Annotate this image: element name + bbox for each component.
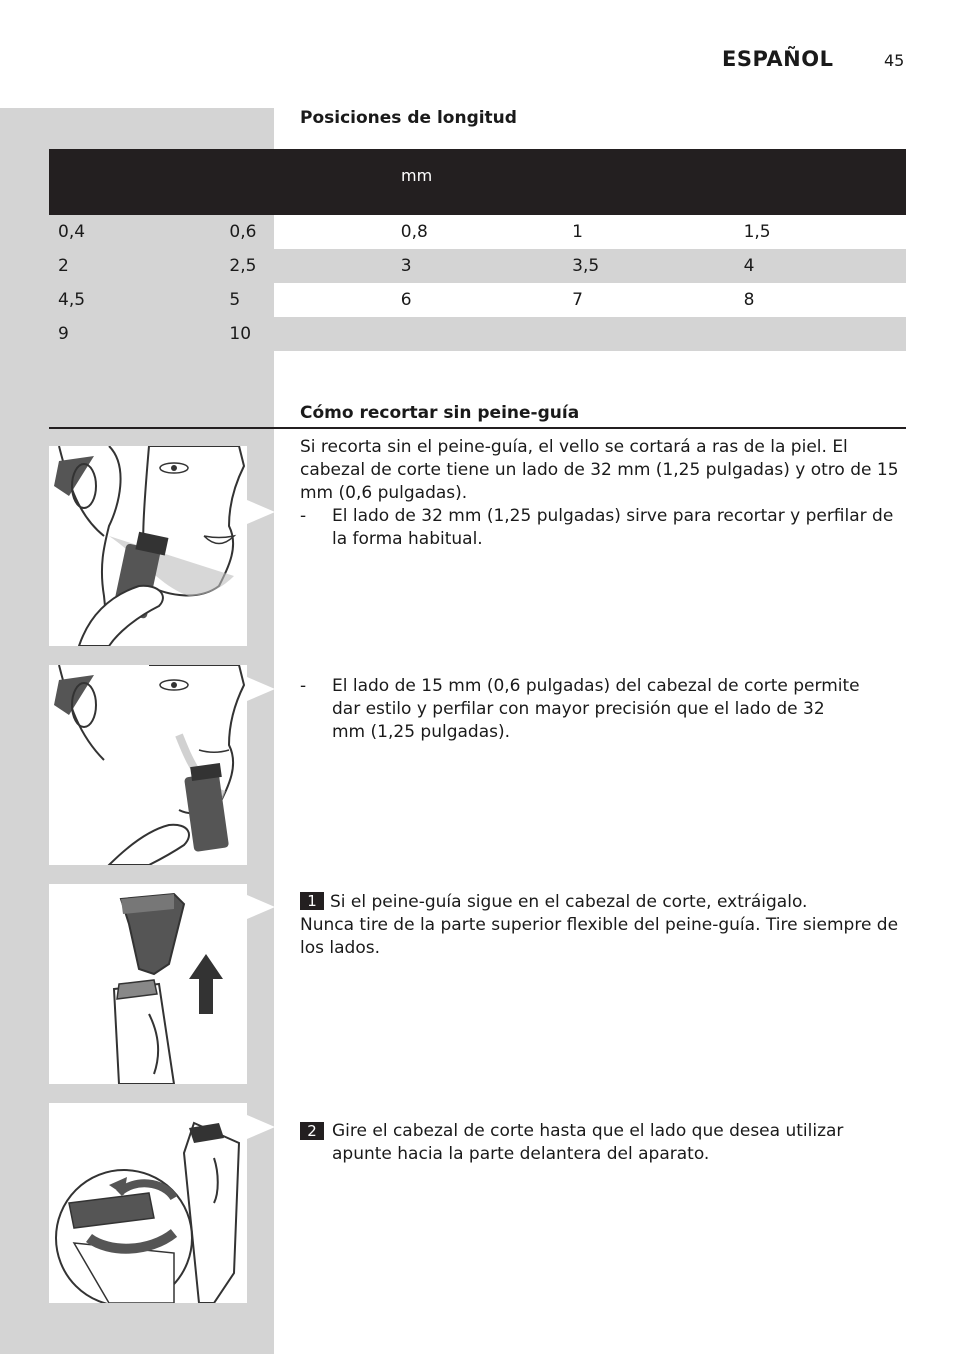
table-cell: 1,5 [743, 222, 771, 242]
table-cell: 0,8 [400, 222, 428, 242]
illustration-pointer [247, 500, 275, 524]
step-number-badge: 2 [300, 1122, 324, 1140]
table-row [49, 317, 906, 351]
section-title-trim-without-comb: Cómo recortar sin peine-guía [300, 403, 580, 423]
illustration-pointer [247, 1115, 275, 1139]
table-row [49, 249, 906, 283]
step-1 [300, 891, 900, 960]
illustration-pointer [247, 677, 275, 701]
bullet-narrow-side [300, 675, 860, 744]
illustration-rotate-head [49, 1103, 247, 1303]
table-cell: 2,5 [229, 256, 257, 276]
bullet-text: El lado de 32 mm (1,25 pulgadas) sirve para recortar y perfilar de la forma habitual. [332, 506, 894, 549]
step-text: Gire el cabezal de corte hasta que el lado que desea utilizar apunte hacia la parte delantera del aparato. [332, 1121, 844, 1164]
illustration-trim-wide-side [49, 446, 247, 646]
table-cell: 3 [400, 256, 412, 276]
table-cell: 9 [58, 324, 69, 344]
illustration-trim-narrow-side [49, 665, 247, 865]
table-unit-label: mm [401, 166, 433, 185]
illustration-remove-comb [49, 884, 247, 1084]
intro-paragraph: Si recorta sin el peine-guía, el vello se cortará a ras de la piel. El cabezal de corte tiene un lado de 32 mm (1,25 pulgadas) y otro de 15 mm (0,6 pulgadas). [300, 437, 899, 503]
bullet-text: El lado de 15 mm (0,6 pulgadas) del cabezal de corte permite dar estilo y perfilar con mayor precisión que el lado de 32 mm (1,25 pulgadas). [332, 676, 860, 742]
table-cell: 0,6 [229, 222, 257, 242]
table-cell: 5 [229, 290, 241, 310]
table-cell: 3,5 [572, 256, 600, 276]
table-cell: 4 [743, 256, 755, 276]
step-note: Nunca tire de la parte superior flexible del peine-guía. Tire siempre de los lados. [300, 915, 899, 958]
length-settings-table [49, 149, 906, 351]
table-row [49, 283, 906, 317]
step-number-badge: 1 [300, 892, 324, 910]
step-2 [300, 1120, 900, 1166]
table-row [49, 215, 906, 249]
table-cell: 10 [229, 324, 252, 344]
table-cell: 6 [400, 290, 412, 310]
table-cell: 4,5 [58, 290, 86, 310]
bullet-dash: - [300, 506, 307, 526]
table-cell: 1 [572, 222, 583, 242]
step-text: Si el peine-guía sigue en el cabezal de corte, extráigalo. [330, 892, 808, 912]
bullet-wide-side [300, 505, 900, 551]
table-header [49, 149, 906, 215]
table-cell: 2 [58, 256, 69, 276]
bullet-dash: - [300, 676, 307, 696]
page-number: 45 [884, 51, 905, 70]
section-divider [49, 427, 906, 429]
table-cell: 8 [743, 290, 755, 310]
table-cell: 7 [572, 290, 583, 310]
table-cell: 0,4 [58, 222, 86, 242]
section-title-length-settings: Posiciones de longitud [300, 108, 517, 128]
language-header: ESPAÑOL [722, 47, 834, 71]
illustration-pointer [247, 895, 275, 919]
